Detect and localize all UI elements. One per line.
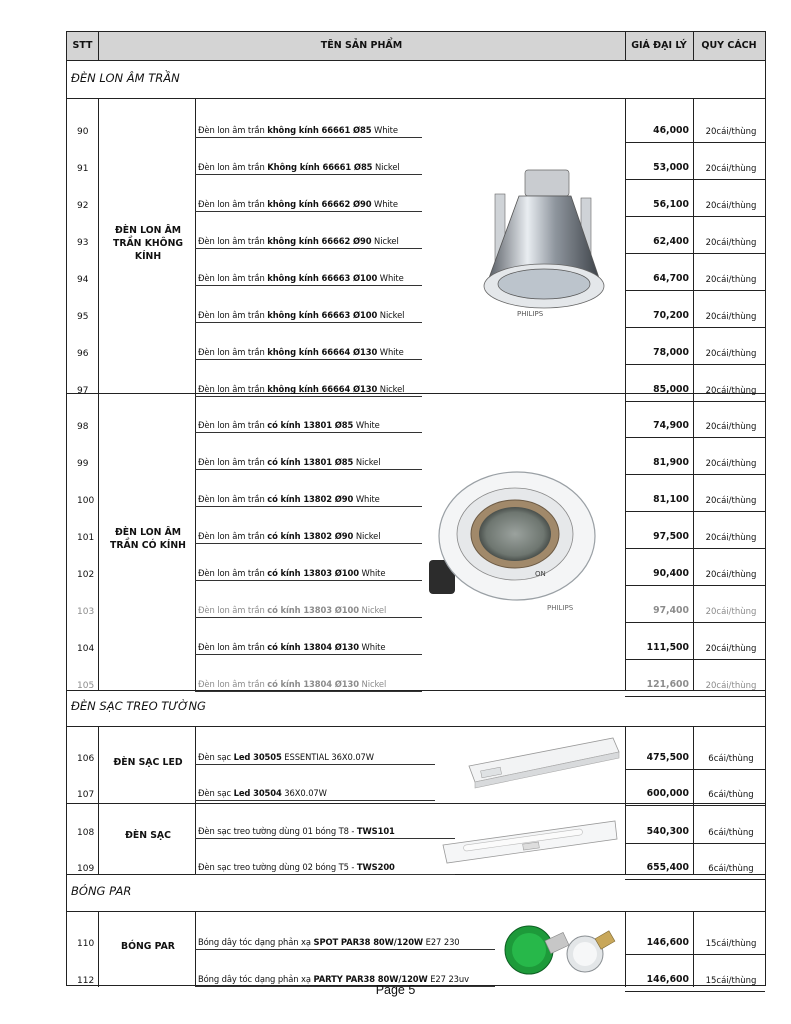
row-stt: 110	[77, 939, 95, 949]
desc-prefix: Đèn lon âm trần	[198, 199, 268, 209]
desc-model: có kính 13801 Ø85	[267, 457, 354, 467]
section-title-par-bulb: BÓNG PAR	[71, 884, 132, 898]
divider	[625, 290, 765, 291]
desc-model: TWS200	[356, 862, 395, 872]
row-price: 81,900	[653, 457, 689, 468]
row-description	[198, 457, 380, 467]
divider	[625, 179, 765, 180]
row-packing: 20cái/thùng	[705, 312, 757, 322]
divider	[98, 98, 99, 690]
row-packing: 20cái/thùng	[705, 459, 757, 469]
downlight-with-glass-image	[423, 464, 598, 614]
desc-prefix: Đèn lon âm trần	[198, 568, 268, 578]
row-packing: 15cái/thùng	[705, 939, 757, 949]
divider	[625, 585, 765, 586]
row-price: 90,400	[653, 568, 689, 579]
group-label-with-glass: ĐÈN LON ÂM TRẦN CÓ KÍNH	[110, 527, 186, 551]
par-bulbs-image	[499, 916, 625, 978]
row-packing: 20cái/thùng	[705, 238, 757, 248]
ring-label: ON	[535, 570, 546, 578]
divider	[625, 474, 765, 475]
row-packing: 20cái/thùng	[705, 681, 757, 691]
desc-model: SPOT PAR38 80W/120W	[313, 937, 424, 947]
desc-suffix: Nickel	[353, 531, 381, 541]
row-description	[198, 642, 385, 652]
row-price: 540,300	[646, 826, 689, 837]
desc-prefix: Đèn lon âm trần	[198, 125, 268, 135]
row-price: 97,500	[653, 531, 689, 542]
desc-model: Led 30505	[233, 752, 282, 762]
divider	[625, 879, 765, 880]
desc-prefix: Đèn sạc	[198, 752, 234, 762]
desc-prefix: Đèn lon âm trần	[198, 457, 268, 467]
row-underline	[195, 432, 422, 433]
row-description	[198, 273, 404, 283]
desc-suffix: Nickel	[377, 310, 405, 320]
desc-suffix: White	[353, 494, 380, 504]
row-price: 56,100	[653, 199, 689, 210]
row-description	[198, 605, 386, 615]
divider	[625, 805, 765, 806]
row-description	[198, 679, 386, 689]
row-underline	[195, 764, 435, 765]
divider	[625, 437, 765, 438]
row-price: 81,100	[653, 494, 689, 505]
group-label-par: BÓNG PAR	[121, 941, 175, 952]
row-price: 78,000	[653, 347, 689, 358]
desc-prefix: Đèn lon âm trần	[198, 494, 268, 504]
divider	[67, 726, 765, 727]
divider	[625, 726, 626, 874]
table-header	[67, 32, 765, 61]
row-stt: 100	[77, 496, 95, 506]
desc-suffix: 36X0.07W	[281, 788, 327, 798]
desc-prefix: Đèn lon âm trần	[198, 273, 268, 283]
row-stt: 106	[77, 754, 95, 764]
divider	[98, 32, 99, 60]
led-charger-lamp-image	[463, 734, 625, 790]
page-number: Page 5	[375, 983, 416, 997]
row-description	[198, 531, 380, 541]
row-underline	[195, 654, 422, 655]
header-spec: QUY CÁCH	[701, 40, 757, 51]
row-stt: 104	[77, 644, 95, 654]
row-price: 475,500	[646, 752, 689, 763]
desc-prefix: Đèn sạc treo tường dùng 01 bóng T8 -	[198, 826, 357, 836]
divider	[625, 511, 765, 512]
row-underline	[195, 396, 422, 397]
divider	[693, 98, 694, 690]
header-price: GIÁ ĐẠI LÝ	[625, 32, 694, 60]
row-description	[198, 568, 385, 578]
row-stt: 103	[77, 607, 95, 617]
row-description	[198, 236, 399, 246]
row-price: 74,900	[653, 420, 689, 431]
row-price: 64,700	[653, 273, 689, 284]
divider	[67, 98, 765, 99]
row-stt: 112	[77, 976, 95, 986]
section-title-downlight: ĐÈN LON ÂM TRẦN	[71, 71, 180, 85]
row-underline	[195, 359, 422, 360]
desc-model: Led 30504	[233, 788, 282, 798]
row-stt: 105	[77, 681, 95, 691]
row-price: 600,000	[646, 788, 689, 799]
section-title-rechargeable: ĐÈN SẠC TREO TƯỜNG	[71, 699, 206, 713]
row-underline	[195, 248, 422, 249]
row-stt: 94	[77, 275, 89, 285]
desc-prefix: Bóng dây tóc dạng phản xạ	[198, 974, 314, 984]
divider	[625, 216, 765, 217]
row-price: 655,400	[646, 862, 689, 873]
divider	[625, 622, 765, 623]
desc-model: không kính 66664 Ø130	[267, 347, 378, 357]
row-stt: 99	[77, 459, 89, 469]
row-price: 53,000	[653, 162, 689, 173]
header-stt: STT	[67, 32, 99, 60]
divider	[693, 726, 694, 874]
desc-suffix: White	[353, 420, 380, 430]
divider	[625, 327, 765, 328]
desc-suffix: Nickel	[359, 679, 387, 689]
row-packing: 6cái/thùng	[708, 828, 754, 838]
divider	[625, 659, 765, 660]
downlight-no-glass-image	[477, 166, 612, 326]
row-packing: 20cái/thùng	[705, 201, 757, 211]
desc-prefix: Bóng dây tóc dạng phản xạ	[198, 937, 314, 947]
desc-suffix: White	[377, 273, 404, 283]
desc-suffix: Nickel	[359, 605, 387, 615]
desc-model: không kính 66661 Ø85	[267, 125, 372, 135]
row-underline	[195, 322, 422, 323]
divider	[625, 954, 765, 955]
row-underline	[195, 469, 422, 470]
row-underline	[195, 691, 422, 692]
row-stt: 91	[77, 164, 89, 174]
desc-suffix: Nickel	[377, 384, 405, 394]
divider	[625, 364, 765, 365]
divider	[67, 911, 765, 912]
row-underline	[195, 617, 422, 618]
row-underline	[195, 580, 422, 581]
row-price: 146,600	[646, 974, 689, 985]
row-price: 62,400	[653, 236, 689, 247]
row-stt: 107	[77, 790, 95, 800]
divider	[625, 696, 765, 697]
row-stt: 101	[77, 533, 95, 543]
desc-model: có kính 13804 Ø130	[267, 679, 359, 689]
desc-suffix: White	[371, 125, 398, 135]
desc-suffix: White	[371, 199, 398, 209]
desc-prefix: Đèn lon âm trần	[198, 642, 268, 652]
row-packing: 20cái/thùng	[705, 127, 757, 137]
row-description	[198, 310, 404, 320]
row-price: 121,600	[646, 679, 689, 690]
divider	[625, 142, 765, 143]
divider	[625, 769, 765, 770]
desc-prefix: Đèn sạc	[198, 788, 234, 798]
row-description	[198, 125, 398, 135]
row-packing: 20cái/thùng	[705, 422, 757, 432]
row-underline	[195, 543, 422, 544]
desc-model: có kính 13803 Ø100	[267, 568, 359, 578]
row-packing: 20cái/thùng	[705, 607, 757, 617]
row-stt: 96	[77, 349, 89, 359]
divider	[67, 803, 765, 804]
row-price: 85,000	[653, 384, 689, 395]
desc-model: có kính 13804 Ø130	[267, 642, 359, 652]
row-description	[198, 199, 398, 209]
desc-model: không kính 66662 Ø90	[267, 199, 372, 209]
header-name: TÊN SẢN PHẨM	[98, 32, 626, 60]
row-stt: 98	[77, 422, 89, 432]
row-stt: 109	[77, 864, 95, 874]
divider	[98, 726, 99, 874]
desc-model: có kính 13801 Ø85	[267, 420, 354, 430]
desc-suffix: ESSENTIAL 36X0.07W	[281, 752, 374, 762]
row-packing: 20cái/thùng	[705, 386, 757, 396]
desc-model: có kính 13802 Ø90	[267, 494, 354, 504]
desc-suffix: White	[359, 642, 386, 652]
row-description	[198, 862, 395, 872]
row-description	[198, 826, 395, 836]
row-packing: 20cái/thùng	[705, 496, 757, 506]
desc-model: không kính 66663 Ø100	[267, 273, 378, 283]
desc-prefix: Đèn sạc treo tường dùng 02 bóng T5 -	[198, 862, 357, 872]
row-underline	[195, 838, 455, 839]
row-packing: 20cái/thùng	[705, 164, 757, 174]
row-stt: 97	[77, 386, 89, 396]
row-underline	[195, 800, 435, 801]
row-underline	[195, 285, 422, 286]
desc-suffix: White	[377, 347, 404, 357]
row-price: 97,400	[653, 605, 689, 616]
desc-model: không kính 66664 Ø130	[267, 384, 378, 394]
desc-model: không kính 66662 Ø90	[267, 236, 372, 246]
row-underline	[195, 874, 455, 875]
desc-prefix: Đèn lon âm trần	[198, 679, 268, 689]
group-label-no-glass: ĐÈN LON ÂM TRẦN KHÔNG KÍNH	[112, 225, 183, 262]
brand-label: PHILIPS	[517, 310, 544, 318]
divider	[625, 253, 765, 254]
desc-prefix: Đèn lon âm trần	[198, 236, 268, 246]
row-price: 70,200	[653, 310, 689, 321]
row-price: 146,600	[646, 937, 689, 948]
group-label-charger: ĐÈN SẠC	[125, 830, 171, 841]
row-underline	[195, 174, 422, 175]
row-packing: 15cái/thùng	[705, 976, 757, 986]
row-packing: 6cái/thùng	[708, 754, 754, 764]
desc-suffix: Nickel	[353, 457, 381, 467]
row-packing: 6cái/thùng	[708, 790, 754, 800]
divider	[98, 911, 99, 987]
divider	[625, 548, 765, 549]
row-price: 111,500	[646, 642, 689, 653]
row-stt: 95	[77, 312, 89, 322]
divider	[195, 98, 196, 690]
desc-model: có kính 13803 Ø100	[267, 605, 359, 615]
row-underline	[195, 506, 422, 507]
row-packing: 20cái/thùng	[705, 644, 757, 654]
desc-suffix: E27 23uv	[427, 974, 469, 984]
row-stt: 90	[77, 127, 89, 137]
row-underline	[195, 137, 422, 138]
desc-model: Không kính 66661 Ø85	[267, 162, 373, 172]
row-price: 46,000	[653, 125, 689, 136]
row-packing: 20cái/thùng	[705, 570, 757, 580]
desc-suffix: White	[359, 568, 386, 578]
desc-model: không kính 66663 Ø100	[267, 310, 378, 320]
row-description	[198, 420, 380, 430]
row-stt: 92	[77, 201, 89, 211]
desc-prefix: Đèn lon âm trần	[198, 384, 268, 394]
brand-label: PHILIPS	[547, 604, 574, 612]
desc-model: có kính 13802 Ø90	[267, 531, 354, 541]
divider	[625, 401, 765, 402]
desc-prefix: Đèn lon âm trần	[198, 347, 268, 357]
desc-prefix: Đèn lon âm trần	[198, 310, 268, 320]
row-packing: 20cái/thùng	[705, 349, 757, 359]
divider	[693, 911, 694, 987]
desc-prefix: Đèn lon âm trần	[198, 605, 268, 615]
desc-prefix: Đèn lon âm trần	[198, 162, 268, 172]
row-packing: 20cái/thùng	[705, 533, 757, 543]
row-stt: 108	[77, 828, 95, 838]
divider	[625, 843, 765, 844]
desc-model: PARTY PAR38 80W/120W	[313, 974, 428, 984]
row-stt: 102	[77, 570, 95, 580]
wall-charger-lamp-image	[439, 815, 621, 867]
desc-suffix: E27 230	[423, 937, 460, 947]
row-description	[198, 937, 460, 947]
row-description	[198, 384, 404, 394]
row-packing: 20cái/thùng	[705, 275, 757, 285]
group-label-led-charger: ĐÈN SẠC LED	[113, 757, 183, 768]
row-description	[198, 347, 404, 357]
desc-prefix: Đèn lon âm trần	[198, 420, 268, 430]
price-list-table	[66, 31, 766, 986]
row-underline	[195, 211, 422, 212]
desc-suffix: Nickel	[372, 162, 400, 172]
row-description	[198, 162, 400, 172]
row-description	[198, 494, 380, 504]
row-stt: 93	[77, 238, 89, 248]
row-description	[198, 788, 327, 798]
row-description	[198, 752, 374, 762]
desc-prefix: Đèn lon âm trần	[198, 531, 268, 541]
row-packing: 6cái/thùng	[708, 864, 754, 874]
desc-suffix: Nickel	[371, 236, 399, 246]
row-underline	[195, 949, 495, 950]
desc-model: TWS101	[356, 826, 395, 836]
